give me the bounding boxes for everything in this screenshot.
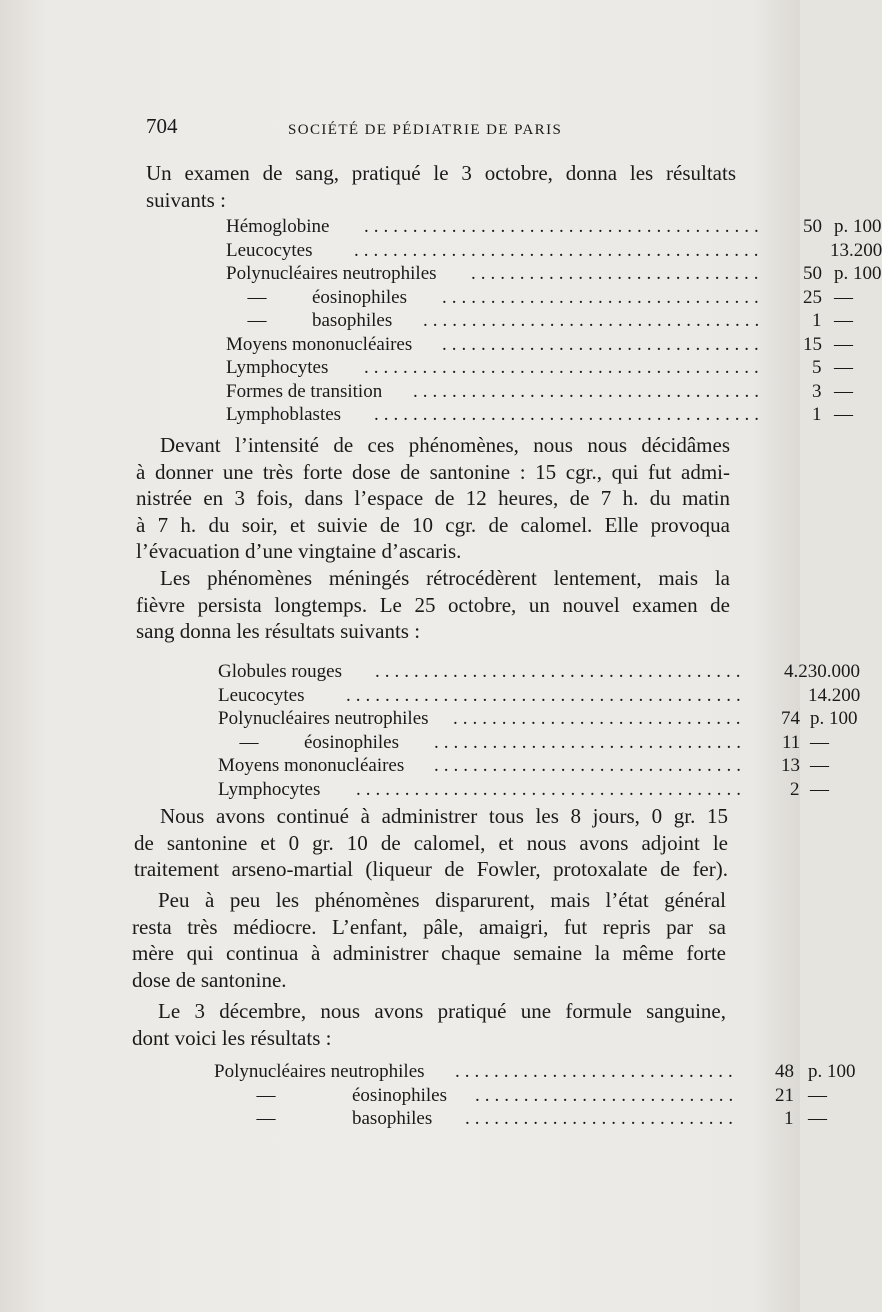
paragraph-3 — [136, 565, 730, 645]
row-value: 74 — [781, 708, 800, 729]
row-unit: — — [834, 333, 853, 355]
text-line: nistrée en 3 fois, dans l’espace de 12 heures, de 7 h. du matin — [136, 486, 730, 510]
row-label-text: Polynucléaires neutrophiles — [214, 1061, 425, 1082]
row-value: 1 — [812, 404, 822, 425]
row-unit: — — [810, 731, 829, 753]
text-line: fièvre persista longtemps. Le 25 octobre, un nouvel examen de — [136, 592, 730, 617]
row-value: 13 — [781, 755, 800, 776]
row-value: 50 — [803, 216, 822, 237]
row-unit: — — [808, 1084, 827, 1106]
text-line: Peu à peu les phénomènes disparurent, mais l’état général — [158, 888, 726, 912]
ditto-dash: — — [247, 286, 267, 308]
row-label — [218, 661, 342, 683]
text-line: à 7 h. du soir, et suivie de 10 cgr. de calomel. Elle provoqua — [136, 512, 730, 537]
row-label-text: basophiles — [352, 1108, 433, 1129]
row-unit: p. 100 — [834, 263, 882, 284]
row-label — [226, 216, 329, 238]
row-label-text: éosinophiles — [304, 731, 399, 753]
paragraph-4 — [134, 803, 728, 883]
row-label — [226, 287, 407, 309]
row-label-text: Leucocytes — [226, 239, 313, 261]
row-value: 25 — [803, 286, 822, 308]
row-value: 1 — [812, 310, 822, 331]
text-line: mère qui continua à administrer chaque semaine la même forte — [132, 941, 726, 965]
text-line: dose de santonine. — [132, 967, 287, 992]
ditto-dash: — — [247, 310, 267, 331]
row-label-text: basophiles — [312, 310, 393, 331]
row-value: 14.200 — [808, 684, 861, 706]
running-head: SOCIÉTÉ DE PÉDIATRIE DE PARIS — [288, 122, 563, 138]
row-value: 3 — [812, 380, 822, 402]
ditto-dash: — — [256, 1108, 276, 1129]
dot-leader: ......................................... — [364, 357, 764, 378]
row-unit: — — [810, 778, 829, 800]
row-label-text: éosinophiles — [312, 286, 407, 308]
dot-leader: .................................... — [413, 380, 764, 402]
row-value: 11 — [782, 731, 801, 753]
text-line: sang donna les résultats suivants : — [136, 619, 421, 643]
dot-leader: ...................................... — [375, 661, 746, 682]
text-line: de santonine et 0 gr. 10 de calomel, et nous avons adjoint le — [134, 830, 728, 855]
paragraph-5 — [132, 887, 726, 993]
row-value: 48 — [775, 1061, 794, 1082]
ditto-dash: — — [256, 1084, 276, 1106]
row-label — [214, 1061, 425, 1083]
row-label-text: Moyens mononucléaires — [218, 755, 405, 776]
text-line: Les phénomènes méningés rétrocédèrent lentement, mais la — [160, 566, 730, 590]
text-line: Un examen de sang, pratiqué le 3 octobre, donna les résultats — [146, 161, 736, 185]
row-label — [226, 357, 328, 379]
row-label — [226, 404, 341, 426]
dot-leader: ........................................ — [356, 778, 746, 800]
row-label-text: Leucocytes — [218, 684, 305, 706]
dot-leader: .......................................... — [354, 239, 764, 261]
dot-leader: ......................................... — [364, 216, 764, 237]
row-label-text: Formes de transition — [226, 380, 383, 402]
row-value: 1 — [784, 1108, 794, 1129]
row-unit: — — [810, 755, 829, 776]
row-label — [214, 1108, 432, 1130]
row-value: 50 — [803, 263, 822, 284]
dot-leader: .............................. — [471, 263, 764, 284]
dot-leader: ............................. — [455, 1061, 738, 1082]
row-value: 13.200 — [830, 239, 882, 261]
paragraph-2 — [136, 432, 730, 565]
text-line: resta très médiocre. L’enfant, pâle, amaigri, fut repris par sa — [132, 914, 726, 939]
ditto-dash: — — [239, 731, 259, 753]
text-line: Le 3 décembre, nous avons pratiqué une formule sanguine, — [158, 999, 726, 1023]
row-label-text: Moyens mononucléaires — [226, 333, 413, 355]
row-label — [218, 708, 429, 730]
text-line: à donner une très forte dose de santonine : 15 cgr., qui fut admi- — [136, 459, 730, 484]
text-line: suivants : — [146, 187, 226, 212]
row-label — [226, 381, 382, 403]
dot-leader: .............................. — [453, 708, 746, 729]
row-label — [218, 779, 320, 801]
row-value: 4.230.000 — [784, 661, 860, 682]
row-label-text: Hémoglobine — [226, 216, 330, 237]
row-unit: p. 100 — [810, 708, 858, 729]
row-label-text: Lymphocytes — [218, 778, 321, 800]
text-line: l’évacuation d’une vingtaine d’ascaris. — [136, 539, 462, 563]
row-value: 21 — [775, 1084, 794, 1106]
page-header — [146, 114, 606, 144]
dot-leader: ........................................ — [374, 404, 764, 425]
row-unit: — — [834, 357, 853, 378]
row-label — [226, 240, 313, 262]
dot-leader: ............................ — [465, 1108, 738, 1129]
dot-leader: ........................... — [475, 1084, 739, 1106]
row-unit: p. 100 — [834, 216, 882, 237]
dot-leader: ................................... — [423, 310, 765, 331]
row-unit: — — [834, 380, 853, 402]
row-value: 5 — [812, 357, 822, 378]
row-unit: — — [834, 286, 853, 308]
row-unit: — — [834, 310, 853, 331]
row-unit: p. 100 — [808, 1061, 856, 1082]
text-line: dont voici les résultats : — [132, 1025, 332, 1050]
row-label — [218, 755, 404, 777]
row-unit: — — [808, 1108, 827, 1129]
row-label-text: Globules rouges — [218, 661, 343, 682]
page-number: 704 — [146, 114, 178, 138]
row-label-text: éosinophiles — [352, 1084, 447, 1106]
paragraph-6 — [132, 998, 726, 1051]
row-label-text: Polynucléaires neutrophiles — [218, 708, 429, 729]
paragraph-1 — [146, 160, 736, 213]
row-label-text: Lymphoblastes — [226, 404, 342, 425]
text-line: Devant l’intensité de ces phénomènes, nous nous décidâmes — [160, 433, 730, 457]
row-label — [214, 1085, 447, 1107]
text-line: traitement arseno-martial (liqueur de Fowler, protoxalate de fer). — [134, 857, 728, 881]
dot-leader: ......................................... — [346, 684, 746, 706]
dot-leader: ................................. — [442, 333, 764, 355]
dot-leader: ................................ — [434, 731, 746, 753]
row-label-text: Lymphocytes — [226, 357, 329, 378]
row-value: 15 — [803, 333, 822, 355]
row-label — [226, 263, 437, 285]
row-label — [218, 685, 305, 707]
dot-leader: ................................. — [442, 286, 764, 308]
text-line: Nous avons continué à administrer tous les 8 jours, 0 gr. 15 — [160, 804, 728, 828]
dot-leader: ................................ — [434, 755, 746, 776]
row-label — [218, 732, 399, 754]
row-label — [226, 310, 392, 332]
row-label-text: Polynucléaires neutrophiles — [226, 263, 437, 284]
row-label — [226, 334, 412, 356]
row-unit: — — [834, 404, 853, 425]
row-value: 2 — [790, 778, 800, 800]
